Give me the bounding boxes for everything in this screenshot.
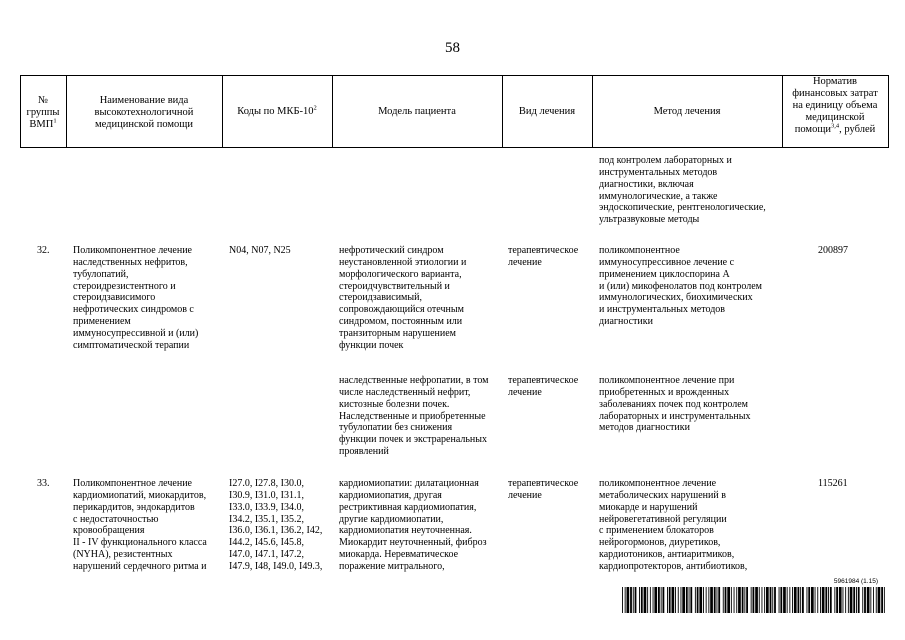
group-number: 32. xyxy=(37,245,50,256)
header-bottom-border xyxy=(20,147,889,148)
header-treatment-type: Вид лечения xyxy=(518,106,576,117)
care-type-name: Поликомпонентное лечение наследственных нефритов, тубулопатий, стероидрезистентного и стероидзависимого нефротических синдромов с применением иммуносупрессивной и (или) симптоматической терапии xyxy=(73,245,199,351)
patient-model: кардиомиопатии: дилатационная кардиомиопатия, другая рестриктивная кардиомиопатия, другие кардиомиопатии, кардиомиопатия неуточненная. Миокардит неуточненный, фиброз миокарда. Неревматическое поражение митрального, xyxy=(339,478,487,572)
header-care-type: Наименование вида высокотехнологичной медицинской помощи xyxy=(94,95,194,130)
cost-norm: 115261 xyxy=(818,478,848,489)
treatment-method: поликомпонентное лечение метаболических нарушений в миокарде и нарушений нейровегетативной регуляции с применением блокаторов нейрогормонов, диуретиков, кардиотоников, антиаритмиков, кардиопротекторов, антибиотиков, xyxy=(599,478,748,572)
method-continuation: под контролем лабораторных и инструментальных методов диагностики, включая иммунологические, а также эндоскопические, рентгенологические, ультразвуковые методы xyxy=(599,155,766,226)
treatment-method: поликомпонентное лечение при приобретенных и врожденных заболеваниях почек под контролем лабораторных и инструментальных методов диагностики xyxy=(599,375,751,434)
icd-codes: I27.0, I27.8, I30.0, I30.9, I31.0, I31.1, I33.0, I33.9, I34.0, I34.2, I35.1, I35.2, I36.0, I36.1, I36.2, I42, I44.2, I45.6, I45.8, I47.0, I47.1, I47.2, I47.9, I48, I49.0, I49.3, xyxy=(229,478,323,572)
treatment-method: поликомпонентное иммуносупрессивное лечение с применением циклоспорина А и (или) микофенолатов под контролем иммунологических, биохимических и инструментальных методов диагностики xyxy=(599,245,762,328)
treatment-type: терапевтическое лечение xyxy=(508,478,579,501)
care-type-name: Поликомпонентное лечение кардиомиопатий, миокардитов, перикардитов, эндокардитов с недостаточностью кровообращения II - IV функционального класса (NYHA), резистентных нарушений сердечного ритма и xyxy=(73,478,207,572)
col-divider xyxy=(888,75,889,147)
barcode-image xyxy=(622,587,886,613)
page-number: 58 xyxy=(445,40,460,56)
header-patient-model: Модель пациента xyxy=(378,106,456,117)
cost-norm: 200897 xyxy=(818,245,848,256)
group-number: 33. xyxy=(37,478,50,489)
header-cost-norm: Норматив финансовых затрат на единицу объема медицинской помощи$^{3,4}$, рублей xyxy=(792,76,878,135)
header-treatment-method: Метод лечения xyxy=(653,106,721,117)
treatment-type: терапевтическое лечение xyxy=(508,245,579,268)
header-icd-codes: Коды по МКБ-$10^2$ xyxy=(237,104,317,117)
header-group-number: № группы ВМП$^1$ xyxy=(26,95,60,130)
patient-model: нефротический синдром неустановленной этиологии и морфологического варианта, стероидчувствительный и стероидзависимый, сопровождающийся отечным синдромом, постоянным или транзиторным нарушением функции почек xyxy=(339,245,467,351)
icd-codes: N04, N07, N25 xyxy=(229,245,291,256)
treatment-type: терапевтическое лечение xyxy=(508,375,579,398)
document-code: 5961984 (1.15) xyxy=(833,578,878,585)
header-top-border xyxy=(20,75,889,76)
patient-model: наследственные нефропатии, в том числе наследственный нефрит, кистозные болезни почек. Наследственные и приобретенные тубулопатии без снижения функции почек и экстраренальных проявлений xyxy=(339,375,489,458)
